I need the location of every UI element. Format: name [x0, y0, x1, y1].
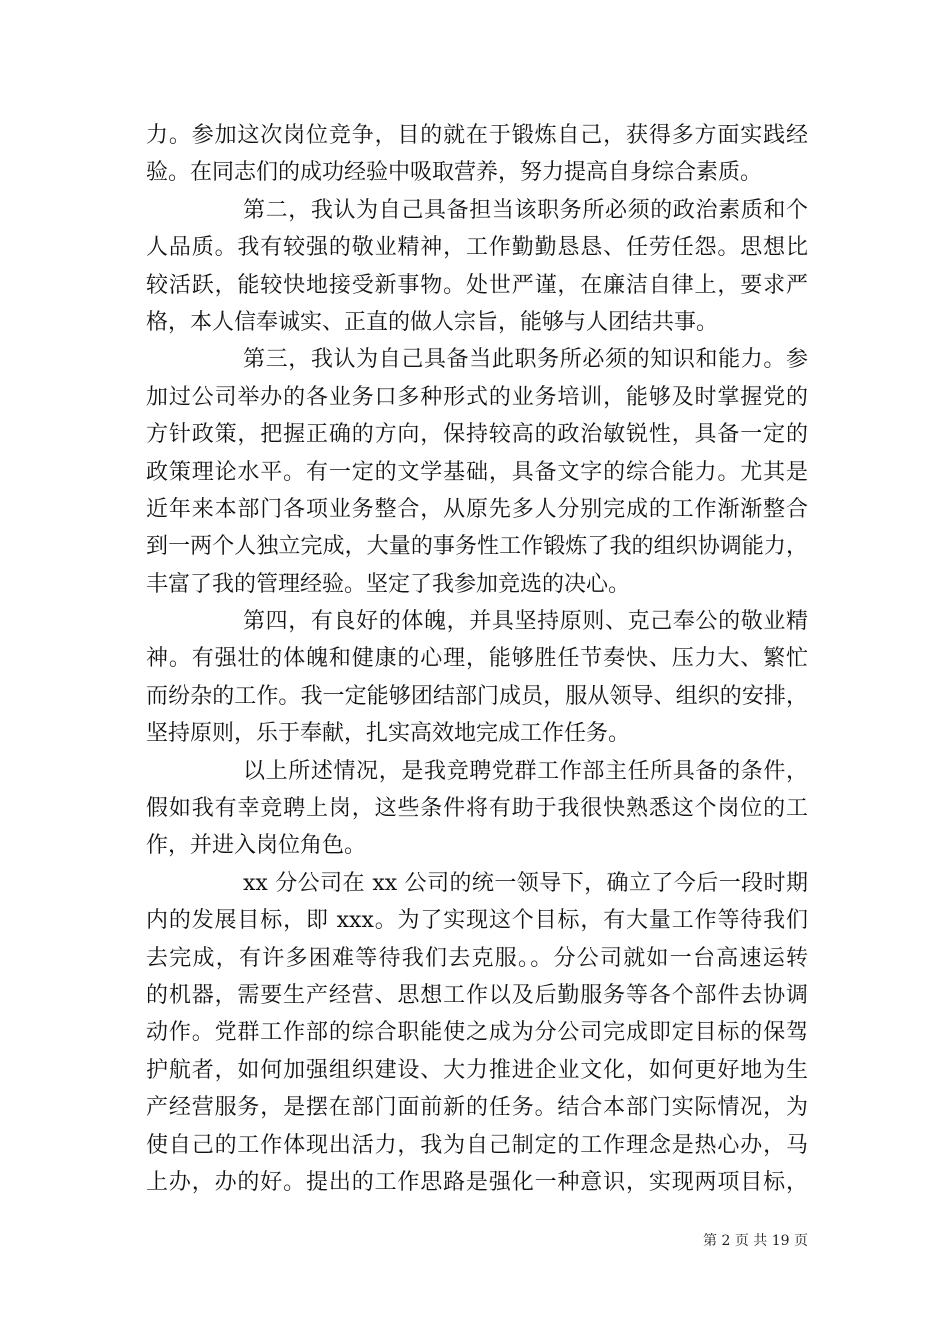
page-footer: 第 2 页 共 19 页: [703, 1233, 808, 1249]
text-line: 较活跃，能较快地接受新事物。处世严谨，在廉洁自律上，要求严: [146, 272, 808, 298]
text-line: 格，本人信奉诚实、正直的做人宗旨，能够与人团结共事。: [146, 309, 719, 335]
text-line: 力。参加这次岗位竞争，目的就在于锻炼自己，获得多方面实践经: [146, 123, 808, 148]
text-line: 验。在同志们的成功经验中吸取营养，努力提高自身综合素质。: [146, 160, 763, 186]
text-line: 使自己的工作体现出活力，我为自己制定的工作理念是热心办，马: [146, 1132, 808, 1158]
text-line: 人品质。我有较强的敬业精神，工作勤勤恳恳、任劳任怨。思想比: [146, 235, 808, 261]
text-line: 动作。党群工作部的综合职能使之成为分公司完成即定目标的保驾: [146, 1020, 808, 1046]
text-line: 作，并进入岗位角色。: [146, 833, 367, 859]
paragraph-first-line: 第二，我认为自己具备担当该职务所必须的政治素质和个: [243, 197, 808, 223]
text-line: 神。有强壮的体魄和健康的心理，能够胜任节奏快、压力大、繁忙: [146, 646, 808, 672]
text-line: 上办，办的好。提出的工作思路是强化一种意识，实现两项目标，: [146, 1169, 808, 1195]
text-line: 去完成，有许多困难等待我们去克服。。分公司就如一台高速运转: [146, 945, 808, 971]
text-line: 坚持原则，乐于奉献，扎实高效地完成工作任务。: [146, 721, 631, 747]
paragraph-first-line: 以上所述情况，是我竞聘党群工作部主任所具备的条件，: [243, 758, 808, 784]
text-line: 产经营服务，是摆在部门面前新的任务。结合本部门实际情况，为: [146, 1095, 808, 1121]
text-line: 假如我有幸竞聘上岗，这些条件将有助于我很快熟悉这个岗位的工: [146, 796, 808, 822]
text-line: 护航者，如何加强组织建设、大力推进企业文化，如何更好地为生: [146, 1057, 808, 1083]
paragraph-first-line: 第四，有良好的体魄，并具坚持原则、克己奉公的敬业精: [243, 609, 808, 635]
paragraph-first-line: xx 分公司在 xx 公司的统一领导下，确立了今后一段时期: [243, 870, 808, 896]
paragraph-first-line: 第三，我认为自己具备当此职务所必须的知识和能力。参: [243, 347, 808, 373]
text-line: 丰富了我的管理经验。坚定了我参加竞选的决心。: [146, 571, 631, 597]
text-line: 加过公司举办的各业务口多种形式的业务培训，能够及时掌握党的: [146, 384, 808, 410]
text-line: 的机器，需要生产经营、思想工作以及后勤服务等各个部件去协调: [146, 982, 808, 1008]
text-line: 而纷杂的工作。我一定能够团结部门成员，服从领导、组织的安排，: [146, 683, 808, 709]
body-text: [146, 117, 808, 1201]
text-line: 内的发展目标，即 xxx。为了实现这个目标，有大量工作等待我们: [146, 908, 808, 934]
text-line: 政策理论水平。有一定的文学基础，具备文字的综合能力。尤其是: [146, 459, 808, 485]
text-line: 到一两个人独立完成，大量的事务性工作锻炼了我的组织协调能力，: [146, 534, 808, 560]
text-line: 方针政策，把握正确的方向，保持较高的政治敏锐性，具备一定的: [146, 422, 808, 448]
text-line: 近年来本部门各项业务整合，从原先多人分别完成的工作渐渐整合: [146, 496, 808, 522]
